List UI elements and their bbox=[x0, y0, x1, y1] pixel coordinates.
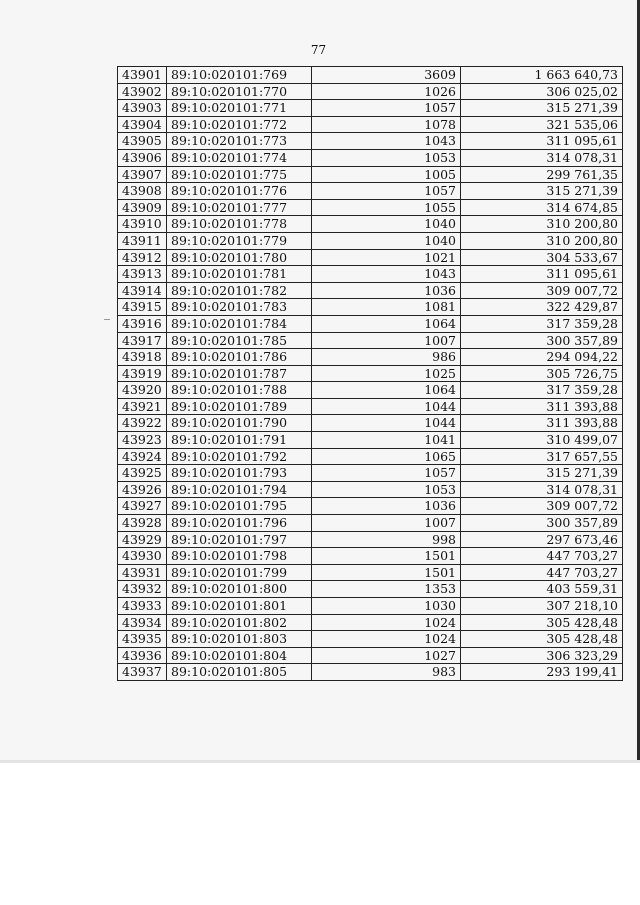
table-row bbox=[118, 332, 623, 349]
table-row bbox=[118, 249, 623, 266]
cadastral-value-cell: 305 428,48 bbox=[461, 631, 623, 648]
cadastral-value-cell: 300 357,89 bbox=[461, 515, 623, 532]
cadastral-number-cell: 89:10:020101:787 bbox=[167, 365, 312, 382]
cadastral-value-cell: 447 703,27 bbox=[461, 564, 623, 581]
table-row bbox=[118, 564, 623, 581]
cadastral-value-cell: 315 271,39 bbox=[461, 100, 623, 117]
record-number-cell: 43925 bbox=[118, 465, 167, 482]
cadastral-value-cell: 311 095,61 bbox=[461, 133, 623, 150]
area-cell: 1053 bbox=[312, 481, 461, 498]
cadastral-value-table bbox=[117, 66, 623, 681]
cadastral-value-cell: 403 559,31 bbox=[461, 581, 623, 598]
area-cell: 1064 bbox=[312, 382, 461, 399]
area-cell: 1353 bbox=[312, 581, 461, 598]
record-number-cell: 43905 bbox=[118, 133, 167, 150]
cadastral-number-cell: 89:10:020101:789 bbox=[167, 398, 312, 415]
record-number-cell: 43916 bbox=[118, 315, 167, 332]
cadastral-value-cell: 306 323,29 bbox=[461, 647, 623, 664]
record-number-cell: 43908 bbox=[118, 183, 167, 200]
record-number-cell: 43910 bbox=[118, 216, 167, 233]
table-row bbox=[118, 548, 623, 565]
area-cell: 1044 bbox=[312, 398, 461, 415]
cadastral-number-cell: 89:10:020101:777 bbox=[167, 199, 312, 216]
record-number-cell: 43903 bbox=[118, 100, 167, 117]
cadastral-number-cell: 89:10:020101:781 bbox=[167, 266, 312, 283]
table-row bbox=[118, 116, 623, 133]
table-row bbox=[118, 465, 623, 482]
table-row bbox=[118, 647, 623, 664]
record-number-cell: 43906 bbox=[118, 149, 167, 166]
area-cell: 1005 bbox=[312, 166, 461, 183]
area-cell: 1007 bbox=[312, 515, 461, 532]
cadastral-number-cell: 89:10:020101:776 bbox=[167, 183, 312, 200]
area-cell: 1007 bbox=[312, 332, 461, 349]
record-number-cell: 43923 bbox=[118, 432, 167, 449]
area-cell: 983 bbox=[312, 664, 461, 681]
area-cell: 1043 bbox=[312, 133, 461, 150]
record-number-cell: 43915 bbox=[118, 299, 167, 316]
cadastral-number-cell: 89:10:020101:790 bbox=[167, 415, 312, 432]
record-number-cell: 43921 bbox=[118, 398, 167, 415]
cadastral-value-cell: 322 429,87 bbox=[461, 299, 623, 316]
cadastral-number-cell: 89:10:020101:799 bbox=[167, 564, 312, 581]
record-number-cell: 43918 bbox=[118, 349, 167, 366]
area-cell: 1053 bbox=[312, 149, 461, 166]
cadastral-number-cell: 89:10:020101:800 bbox=[167, 581, 312, 598]
area-cell: 1024 bbox=[312, 631, 461, 648]
table-row bbox=[118, 598, 623, 615]
area-cell: 1036 bbox=[312, 282, 461, 299]
area-cell: 1041 bbox=[312, 432, 461, 449]
cadastral-value-cell: 311 095,61 bbox=[461, 266, 623, 283]
cadastral-number-cell: 89:10:020101:772 bbox=[167, 116, 312, 133]
page-number: 77 bbox=[310, 43, 327, 57]
cadastral-number-cell: 89:10:020101:802 bbox=[167, 614, 312, 631]
cadastral-value-cell: 310 200,80 bbox=[461, 232, 623, 249]
table-row bbox=[118, 365, 623, 382]
area-cell: 1057 bbox=[312, 465, 461, 482]
record-number-cell: 43907 bbox=[118, 166, 167, 183]
table-row bbox=[118, 614, 623, 631]
area-cell: 1081 bbox=[312, 299, 461, 316]
cadastral-value-cell: 1 663 640,73 bbox=[461, 67, 623, 84]
table-row bbox=[118, 315, 623, 332]
area-cell: 1043 bbox=[312, 266, 461, 283]
cadastral-value-cell: 315 271,39 bbox=[461, 465, 623, 482]
record-number-cell: 43927 bbox=[118, 498, 167, 515]
area-cell: 1024 bbox=[312, 614, 461, 631]
record-number-cell: 43934 bbox=[118, 614, 167, 631]
cadastral-value-cell: 317 359,28 bbox=[461, 315, 623, 332]
cadastral-value-cell: 310 499,07 bbox=[461, 432, 623, 449]
record-number-cell: 43909 bbox=[118, 199, 167, 216]
record-number-cell: 43901 bbox=[118, 67, 167, 84]
area-cell: 1036 bbox=[312, 498, 461, 515]
cadastral-value-cell: 297 673,46 bbox=[461, 531, 623, 548]
cadastral-number-cell: 89:10:020101:792 bbox=[167, 448, 312, 465]
cadastral-number-cell: 89:10:020101:773 bbox=[167, 133, 312, 150]
cadastral-value-cell: 305 726,75 bbox=[461, 365, 623, 382]
cadastral-number-cell: 89:10:020101:797 bbox=[167, 531, 312, 548]
cadastral-number-cell: 89:10:020101:803 bbox=[167, 631, 312, 648]
record-number-cell: 43933 bbox=[118, 598, 167, 615]
cadastral-value-cell: 317 657,55 bbox=[461, 448, 623, 465]
area-cell: 1021 bbox=[312, 249, 461, 266]
record-number-cell: 43928 bbox=[118, 515, 167, 532]
record-number-cell: 43919 bbox=[118, 365, 167, 382]
cadastral-number-cell: 89:10:020101:788 bbox=[167, 382, 312, 399]
area-cell: 1030 bbox=[312, 598, 461, 615]
cadastral-number-cell: 89:10:020101:769 bbox=[167, 67, 312, 84]
cadastral-value-cell: 314 078,31 bbox=[461, 481, 623, 498]
cadastral-value-cell: 314 078,31 bbox=[461, 149, 623, 166]
table-row bbox=[118, 448, 623, 465]
cadastral-value-cell: 307 218,10 bbox=[461, 598, 623, 615]
record-number-cell: 43917 bbox=[118, 332, 167, 349]
cadastral-number-cell: 89:10:020101:774 bbox=[167, 149, 312, 166]
table-row bbox=[118, 432, 623, 449]
cadastral-number-cell: 89:10:020101:796 bbox=[167, 515, 312, 532]
cadastral-value-cell: 309 007,72 bbox=[461, 282, 623, 299]
cadastral-value-cell: 306 025,02 bbox=[461, 83, 623, 100]
table-row bbox=[118, 100, 623, 117]
area-cell: 1057 bbox=[312, 100, 461, 117]
cadastral-value-cell: 294 094,22 bbox=[461, 349, 623, 366]
cadastral-number-cell: 89:10:020101:783 bbox=[167, 299, 312, 316]
table-row bbox=[118, 133, 623, 150]
area-cell: 1026 bbox=[312, 83, 461, 100]
table-row bbox=[118, 349, 623, 366]
cadastral-value-cell: 321 535,06 bbox=[461, 116, 623, 133]
area-cell: 1501 bbox=[312, 564, 461, 581]
table-row bbox=[118, 515, 623, 532]
cadastral-number-cell: 89:10:020101:779 bbox=[167, 232, 312, 249]
table-row bbox=[118, 183, 623, 200]
table-row bbox=[118, 166, 623, 183]
table-row bbox=[118, 216, 623, 233]
area-cell: 998 bbox=[312, 531, 461, 548]
table-row bbox=[118, 664, 623, 681]
area-cell: 3609 bbox=[312, 67, 461, 84]
area-cell: 1040 bbox=[312, 216, 461, 233]
record-number-cell: 43922 bbox=[118, 415, 167, 432]
record-number-cell: 43936 bbox=[118, 647, 167, 664]
area-cell: 1057 bbox=[312, 183, 461, 200]
cadastral-number-cell: 89:10:020101:775 bbox=[167, 166, 312, 183]
record-number-cell: 43913 bbox=[118, 266, 167, 283]
cadastral-number-cell: 89:10:020101:780 bbox=[167, 249, 312, 266]
area-cell: 1025 bbox=[312, 365, 461, 382]
cadastral-value-cell: 293 199,41 bbox=[461, 664, 623, 681]
table-row bbox=[118, 398, 623, 415]
record-number-cell: 43902 bbox=[118, 83, 167, 100]
cadastral-number-cell: 89:10:020101:791 bbox=[167, 432, 312, 449]
table-row bbox=[118, 199, 623, 216]
cadastral-number-cell: 89:10:020101:771 bbox=[167, 100, 312, 117]
cadastral-number-cell: 89:10:020101:795 bbox=[167, 498, 312, 515]
record-number-cell: 43930 bbox=[118, 548, 167, 565]
area-cell: 1027 bbox=[312, 647, 461, 664]
cadastral-value-cell: 311 393,88 bbox=[461, 398, 623, 415]
table-row bbox=[118, 83, 623, 100]
table-row bbox=[118, 481, 623, 498]
cadastral-number-cell: 89:10:020101:786 bbox=[167, 349, 312, 366]
cadastral-value-cell: 315 271,39 bbox=[461, 183, 623, 200]
cadastral-number-cell: 89:10:020101:801 bbox=[167, 598, 312, 615]
table-row bbox=[118, 232, 623, 249]
table-row bbox=[118, 415, 623, 432]
scan-edge bbox=[0, 760, 640, 763]
record-number-cell: 43932 bbox=[118, 581, 167, 598]
scan-mark bbox=[104, 319, 110, 320]
cadastral-number-cell: 89:10:020101:805 bbox=[167, 664, 312, 681]
cadastral-value-cell: 310 200,80 bbox=[461, 216, 623, 233]
record-number-cell: 43931 bbox=[118, 564, 167, 581]
cadastral-number-cell: 89:10:020101:778 bbox=[167, 216, 312, 233]
cadastral-value-cell: 447 703,27 bbox=[461, 548, 623, 565]
table-row bbox=[118, 531, 623, 548]
table-row bbox=[118, 631, 623, 648]
table-row bbox=[118, 581, 623, 598]
cadastral-value-cell: 311 393,88 bbox=[461, 415, 623, 432]
record-number-cell: 43912 bbox=[118, 249, 167, 266]
record-number-cell: 43937 bbox=[118, 664, 167, 681]
record-number-cell: 43911 bbox=[118, 232, 167, 249]
area-cell: 1064 bbox=[312, 315, 461, 332]
cadastral-number-cell: 89:10:020101:798 bbox=[167, 548, 312, 565]
cadastral-value-cell: 305 428,48 bbox=[461, 614, 623, 631]
cadastral-value-cell: 300 357,89 bbox=[461, 332, 623, 349]
record-number-cell: 43914 bbox=[118, 282, 167, 299]
record-number-cell: 43935 bbox=[118, 631, 167, 648]
cadastral-number-cell: 89:10:020101:785 bbox=[167, 332, 312, 349]
table-row bbox=[118, 299, 623, 316]
record-number-cell: 43920 bbox=[118, 382, 167, 399]
cadastral-number-cell: 89:10:020101:794 bbox=[167, 481, 312, 498]
cadastral-number-cell: 89:10:020101:782 bbox=[167, 282, 312, 299]
table-row bbox=[118, 266, 623, 283]
area-cell: 986 bbox=[312, 349, 461, 366]
cadastral-number-cell: 89:10:020101:784 bbox=[167, 315, 312, 332]
table-row bbox=[118, 67, 623, 84]
area-cell: 1044 bbox=[312, 415, 461, 432]
cadastral-number-cell: 89:10:020101:793 bbox=[167, 465, 312, 482]
area-cell: 1078 bbox=[312, 116, 461, 133]
cadastral-value-cell: 317 359,28 bbox=[461, 382, 623, 399]
record-number-cell: 43924 bbox=[118, 448, 167, 465]
cadastral-number-cell: 89:10:020101:804 bbox=[167, 647, 312, 664]
record-number-cell: 43904 bbox=[118, 116, 167, 133]
record-number-cell: 43926 bbox=[118, 481, 167, 498]
table-row bbox=[118, 149, 623, 166]
area-cell: 1055 bbox=[312, 199, 461, 216]
cadastral-value-cell: 309 007,72 bbox=[461, 498, 623, 515]
area-cell: 1040 bbox=[312, 232, 461, 249]
table-row bbox=[118, 498, 623, 515]
table-row bbox=[118, 382, 623, 399]
area-cell: 1501 bbox=[312, 548, 461, 565]
cadastral-value-cell: 314 674,85 bbox=[461, 199, 623, 216]
cadastral-number-cell: 89:10:020101:770 bbox=[167, 83, 312, 100]
table-row bbox=[118, 282, 623, 299]
record-number-cell: 43929 bbox=[118, 531, 167, 548]
area-cell: 1065 bbox=[312, 448, 461, 465]
cadastral-value-cell: 299 761,35 bbox=[461, 166, 623, 183]
cadastral-value-cell: 304 533,67 bbox=[461, 249, 623, 266]
